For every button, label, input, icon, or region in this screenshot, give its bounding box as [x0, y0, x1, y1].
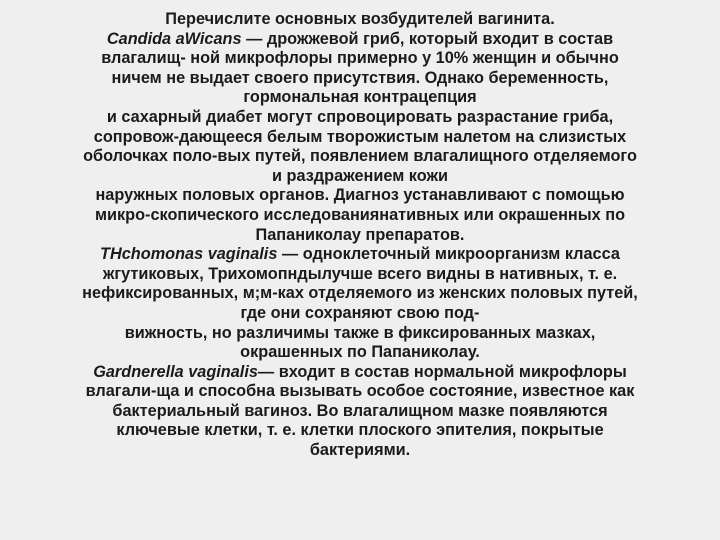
organism-name-candida: Candida aWicans [106, 29, 242, 48]
text-line: ничем не выдает своего присутствия. Однако беременность, [111, 68, 609, 87]
text-line-trichomonas [22, 245, 698, 265]
text-line: гормональная контрацепция [243, 88, 477, 107]
text-line: ключевые клетки, т. е. клетки плоского эпителия, покрытые [116, 421, 604, 440]
text-line: и раздражением кожи [271, 166, 448, 185]
text-line: вижность, но различимы также в фиксированных мазках, [124, 323, 596, 342]
gardnerella-description: — входит в состав нормальной микрофлоры [257, 362, 627, 381]
text-line: бактериями. [309, 441, 411, 460]
organism-name-gardnerella: Gardnerella vaginalis [93, 362, 258, 381]
organism-name-trichomonas: THchomonas vaginalis [100, 245, 278, 264]
text-line: оболочках поло-вых путей, появлением влагалищного отделяемого [83, 147, 637, 166]
text-line: нефиксированных, м;м-ках отделяемого из женских половых путей, [82, 284, 638, 303]
text-line-title: Перечислите основных возбудителей вагинита. [165, 10, 555, 28]
text-line-candida [22, 30, 698, 50]
text-line: микро-скопического исследованиянативных или окрашенных по [94, 205, 626, 224]
candida-description: — дрожжевой гриб, который входит в состав [241, 29, 614, 48]
text-line-gardnerella [22, 363, 698, 383]
text-line: Папаниколау препаратов. [255, 225, 465, 244]
text-line: окрашенных по Папаниколау. [240, 343, 480, 362]
text-line: наружных половых органов. Диагноз устанавливают с помощью [95, 186, 625, 205]
text-line: и сахарный диабет могут спровоцировать разрастание гриба, [106, 107, 614, 126]
text-line: бактериальный вагиноз. Во влагалищном мазке появляются [112, 401, 608, 420]
text-line: жгутиковых, Трихомопндылучше всего видны в нативных, т. е. [102, 264, 618, 283]
text-line: влагалищ- ной микрофлоры примерно у 10% женщин и обычно [101, 49, 619, 68]
text-line: где они сохраняют свою под- [240, 303, 480, 322]
text-line: сопровож-дающееся белым творожистым налетом на слизистых [93, 127, 627, 146]
body-text [22, 10, 698, 461]
text-line: влагали-ща и способна вызывать особое состояние, известное как [85, 382, 635, 401]
trichomonas-description: — одноклеточный микроорганизм класса [277, 245, 620, 264]
